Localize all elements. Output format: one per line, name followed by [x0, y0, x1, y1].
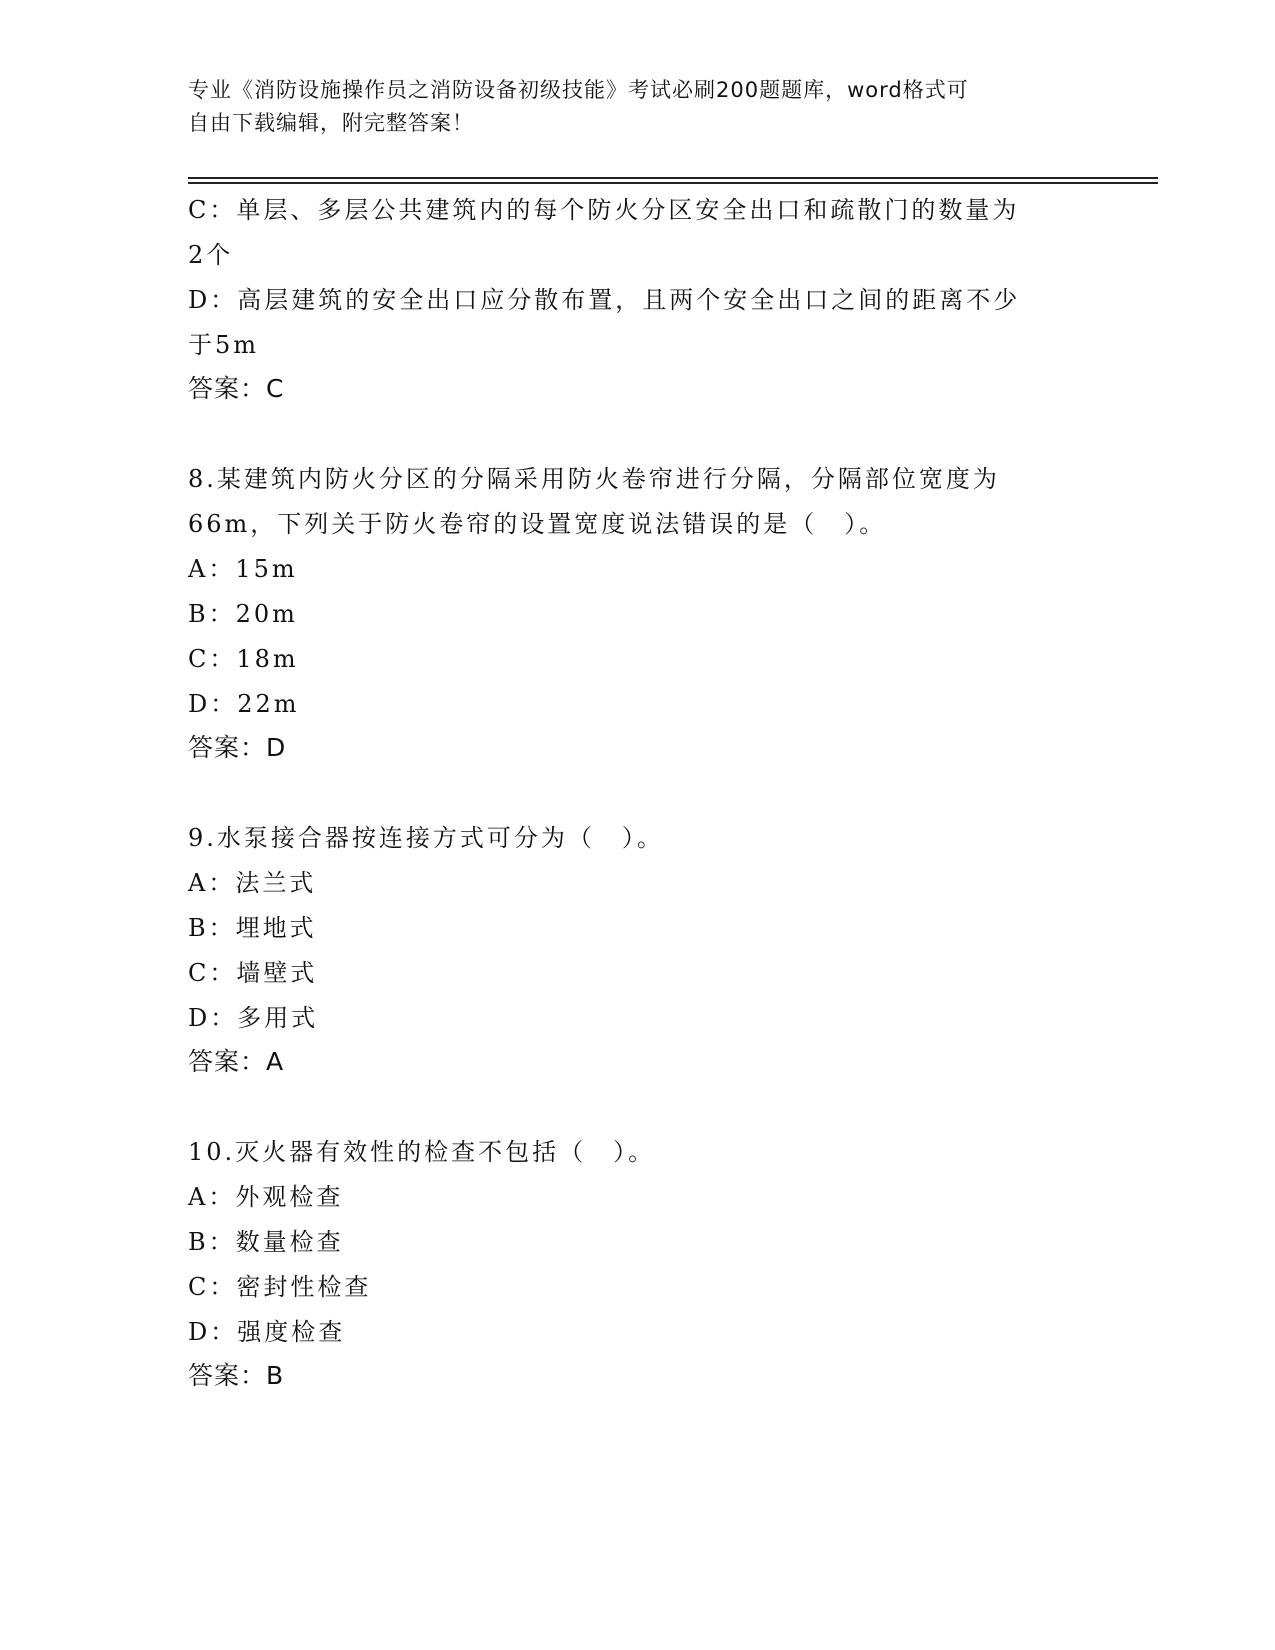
q8-option-c: C：18m	[188, 645, 299, 673]
q10-option-c: C：密封性检查	[188, 1273, 372, 1301]
header-line-2: 自由下载编辑，附完整答案！	[188, 111, 474, 135]
q7-option-c-line-2: 2个	[188, 241, 234, 269]
q8-option-b: B：20m	[188, 600, 298, 628]
q10-answer: 答案：B	[188, 1361, 285, 1390]
q9-option-a: A：法兰式	[188, 869, 317, 897]
q7-answer: 答案：C	[188, 374, 285, 403]
header-divider-bottom	[188, 182, 1158, 184]
header-line-1: 专业《消防设施操作员之消防设备初级技能》考试必刷200题题库，word格式可	[188, 78, 969, 102]
q10-option-b: B：数量检查	[188, 1228, 344, 1256]
q8-option-d: D：22m	[188, 690, 300, 718]
header-divider-top	[188, 177, 1158, 179]
q9-stem: 9.水泵接合器按连接方式可分为（ ）。	[188, 824, 664, 852]
q8-option-a: A：15m	[188, 555, 298, 583]
q7-option-d-line-1: D：高层建筑的安全出口应分散布置，且两个安全出口之间的距离不少	[188, 286, 1021, 314]
q10-option-a: A：外观检查	[188, 1183, 344, 1211]
q8-stem-line-2: 66m，下列关于防火卷帘的设置宽度说法错误的是（ ）。	[188, 510, 887, 538]
q10-option-d: D：强度检查	[188, 1318, 346, 1346]
q9-option-c: C：墙壁式	[188, 959, 318, 987]
q9-answer: 答案：A	[188, 1047, 285, 1076]
q8-stem-line-1: 8.某建筑内防火分区的分隔采用防火卷帘进行分隔，分隔部位宽度为	[188, 465, 1000, 493]
q9-option-b: B：埋地式	[188, 914, 317, 942]
q10-stem: 10.灭火器有效性的检查不包括（ ）。	[188, 1138, 656, 1166]
q9-option-d: D：多用式	[188, 1004, 319, 1032]
document-header	[188, 74, 1088, 140]
q7-option-d-line-2: 于5m	[188, 331, 260, 359]
q7-option-c-line-1: C：单层、多层公共建筑内的每个防火分区安全出口和疏散门的数量为	[188, 196, 1020, 224]
q8-answer: 答案：D	[188, 733, 287, 762]
